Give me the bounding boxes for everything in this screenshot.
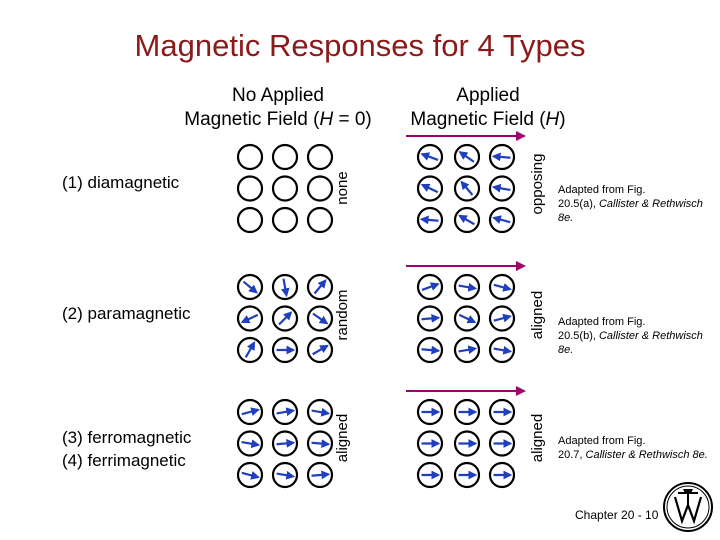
column-header-line2: Magnetic Field (H) — [410, 109, 566, 130]
row-label-paramagnetic: (2) paramagnetic — [62, 304, 191, 323]
dipole-right-r2-8 — [490, 463, 514, 487]
dipole-right-r1-7 — [455, 338, 479, 362]
dipole-right-r0-5 — [490, 177, 514, 201]
dipole-right-r2-1 — [455, 400, 479, 424]
dipole-left-r2-1 — [273, 400, 297, 424]
row-label-ferrimagnetic: (4) ferrimagnetic — [62, 451, 186, 470]
dipole-left-r1-7 — [273, 338, 297, 362]
dipole-arrow — [460, 216, 475, 225]
dipole-right-r1-5 — [490, 307, 514, 331]
dipole-left-r2-3 — [238, 432, 262, 456]
dipole-left-r0-4 — [273, 177, 297, 201]
dipole-left-r0-1 — [273, 145, 297, 169]
dipole-left-r0-2 — [308, 145, 332, 169]
dipole-arrow — [277, 411, 294, 414]
dipole-left-r2-2 — [308, 400, 332, 424]
dipole-arrow — [315, 280, 326, 293]
dipole-right-r0-3 — [418, 177, 442, 201]
vlabel-opposing: opposing — [529, 153, 546, 215]
dipole-left-r0-6 — [238, 208, 262, 232]
column-header-line1: No Applied — [232, 85, 324, 106]
dipole-arrow — [312, 411, 329, 414]
dipole-left-r1-5 — [308, 307, 332, 331]
dipole-right-r0-0 — [418, 145, 442, 169]
dipole-arrow — [313, 314, 327, 324]
dipole-left-r0-5 — [308, 177, 332, 201]
dipole-arrow — [313, 346, 328, 355]
dipole-arrow — [494, 218, 510, 222]
dipole-right-r2-2 — [490, 400, 514, 424]
column-header-line1: Applied — [456, 85, 520, 106]
dipole-right-r1-8 — [490, 338, 514, 362]
dipole-arrow — [312, 474, 329, 475]
dipole-right-r2-4 — [455, 432, 479, 456]
dipole-right-r2-6 — [418, 463, 442, 487]
dipole-arrow — [494, 349, 511, 352]
dipole-arrow — [243, 282, 256, 293]
dipole-arrow — [284, 279, 287, 296]
footer-chapter: Chapter 20 - 10 — [575, 508, 659, 522]
vlabel-aligned-para: aligned — [529, 290, 546, 340]
dipole-right-r2-0 — [418, 400, 442, 424]
dipole-right-r0-8 — [490, 208, 514, 232]
vlabel-aligned-ferro-left: aligned — [334, 413, 351, 463]
row-label-diamagnetic: (1) diamagnetic — [62, 173, 180, 192]
dipole-right-r2-5 — [490, 432, 514, 456]
dipole-right-r1-3 — [418, 307, 442, 331]
dipole-left-r0-3 — [238, 177, 262, 201]
dipole-grids — [238, 145, 514, 487]
dipole-arrow — [277, 443, 294, 444]
dipole-left-r1-8 — [308, 338, 332, 362]
applied-field-arrows — [406, 136, 524, 391]
dipole-right-r1-1 — [455, 275, 479, 299]
dipole-right-r1-2 — [490, 275, 514, 299]
caption-paramagnetic: Adapted from Fig. 20.5(b), Callister & Rethwisch 8e. — [558, 316, 703, 356]
dipole-arrow — [422, 318, 439, 319]
page-title: Magnetic Responses for 4 Types — [134, 28, 586, 63]
dipole-arrow — [246, 343, 255, 358]
dipole-arrow — [422, 219, 439, 220]
vlabel-random: random — [334, 289, 351, 341]
dipole-arrow — [242, 442, 259, 445]
dipole-arrow — [494, 316, 510, 320]
dipole-left-r2-7 — [273, 463, 297, 487]
dipole-arrow — [494, 156, 511, 157]
dipole-arrow — [242, 315, 257, 322]
vlabel-none: none — [334, 171, 351, 205]
dipole-arrow — [242, 473, 258, 477]
row-label-ferromagnetic: (3) ferromagnetic — [62, 428, 192, 447]
dipole-left-r1-6 — [238, 338, 262, 362]
dipole-arrow — [422, 349, 439, 350]
caption-diamagnetic: Adapted from Fig. 20.5(a), Callister & Rethwisch 8e. — [558, 184, 703, 224]
dipole-arrow — [312, 443, 329, 444]
dipole-right-r2-7 — [455, 463, 479, 487]
dipole-arrow — [277, 474, 294, 477]
dipole-left-r2-8 — [308, 463, 332, 487]
dipole-left-r2-0 — [238, 400, 262, 424]
dipole-arrow — [422, 185, 437, 192]
vlabel-aligned-ferro-right: aligned — [529, 413, 546, 463]
dipole-left-r0-8 — [308, 208, 332, 232]
column-header-line2: Magnetic Field (H = 0) — [184, 109, 372, 130]
dipole-arrow — [242, 410, 258, 414]
dipole-right-r0-7 — [455, 208, 479, 232]
dipole-right-r2-3 — [418, 432, 442, 456]
dipole-left-r1-1 — [273, 275, 297, 299]
dipole-right-r0-4 — [455, 177, 479, 201]
dipole-arrow — [279, 312, 291, 324]
university-logo — [664, 483, 712, 531]
dipole-arrow — [422, 154, 438, 160]
dipole-left-r1-3 — [238, 307, 262, 331]
dipole-arrow — [460, 152, 474, 162]
dipole-right-r0-1 — [455, 145, 479, 169]
dipole-left-r1-4 — [273, 307, 297, 331]
dipole-left-r0-0 — [238, 145, 262, 169]
dipole-left-r0-7 — [273, 208, 297, 232]
dipole-right-r0-2 — [490, 145, 514, 169]
dipole-right-r1-4 — [455, 307, 479, 331]
dipole-arrow — [422, 284, 438, 290]
dipole-left-r2-5 — [308, 432, 332, 456]
dipole-arrow — [459, 315, 474, 322]
dipole-arrow — [494, 187, 511, 190]
caption-ferromagnetic: Adapted from Fig. 20.7, Callister & Rethwisch 8e. — [558, 435, 708, 461]
dipole-arrow — [459, 286, 476, 289]
dipole-right-r1-0 — [418, 275, 442, 299]
dipole-arrow — [462, 182, 473, 195]
dipole-right-r0-6 — [418, 208, 442, 232]
dipole-arrow — [459, 349, 476, 352]
dipole-left-r1-2 — [308, 275, 332, 299]
dipole-left-r1-0 — [238, 275, 262, 299]
dipole-left-r2-4 — [273, 432, 297, 456]
dipole-left-r2-6 — [238, 463, 262, 487]
dipole-arrow — [494, 285, 510, 289]
dipole-right-r1-6 — [418, 338, 442, 362]
